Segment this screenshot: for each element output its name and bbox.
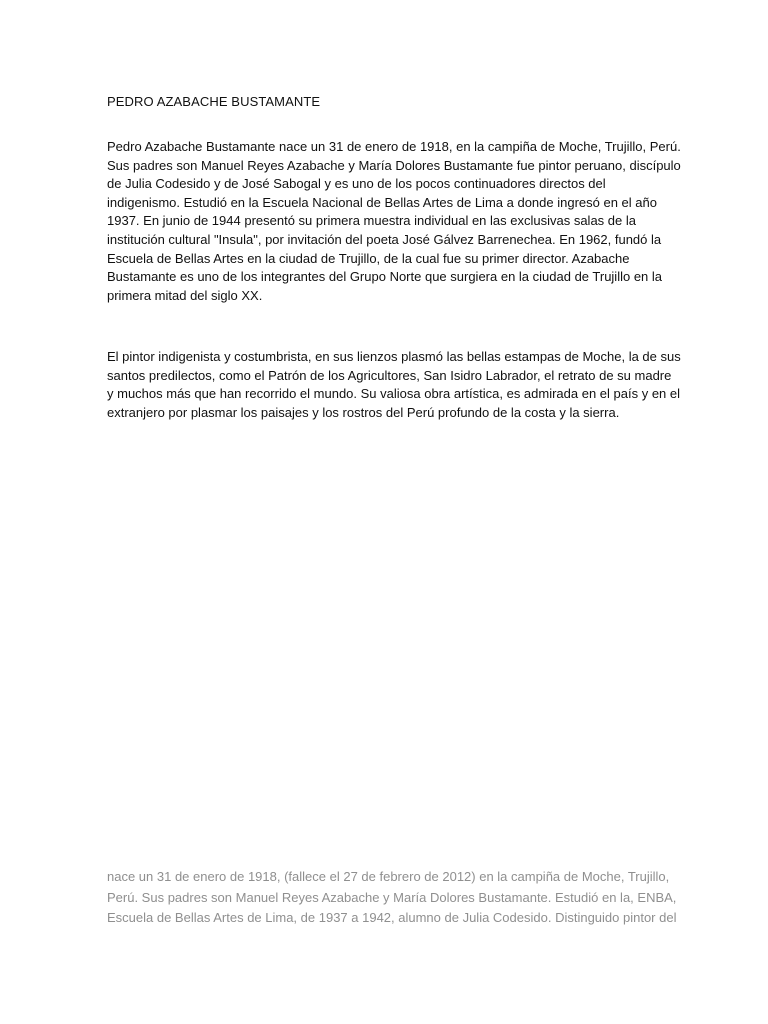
paragraph-artwork [107,348,681,422]
footer-line: Perú. Sus padres son Manuel Reyes Azabache y María Dolores Bustamante. Estudió en la, ENBA, [107,889,677,905]
footer-line: nace un 31 de enero de 1918, (fallece el 27 de febrero de 2012) en la campiña de Moche, Trujillo, [107,869,670,884]
paragraph-line: Escuela de Bellas Artes en la ciudad de Trujillo, de la cual fue su primer director. Azabache [107,250,630,266]
paragraph-line: Pedro Azabache Bustamante nace un 31 de enero de 1918, en la campiña de Moche, Trujillo, Perú. [107,139,681,154]
paragraph-line: institución cultural "Insula", por invitación del poeta José Gálvez Barrenechea. En 1962, fundó la [107,231,662,247]
paragraph-line: El pintor indigenista y costumbrista, en sus lienzos plasmó las bellas estampas de Moche, la de sus [107,349,681,364]
paragraph-line: de Julia Codesido y de José Sabogal y es uno de los pocos continuadores directos del [107,176,606,192]
paragraph-line: extranjero por plasmar los paisajes y los rostros del Perú profundo de la costa y la sierra. [107,404,620,420]
paragraph-line: indigenismo. Estudió en la Escuela Nacional de Bellas Artes de Lima a donde ingresó en el año [107,194,657,210]
paragraph-line: primera mitad del siglo XX. [107,287,263,303]
footer-line: Escuela de Bellas Artes de Lima, de 1937 a 1942, alumno de Julia Codesido. Distinguido pintor del [107,910,677,925]
paragraph-line: santos predilectos, como el Patrón de los Agricultores, San Isidro Labrador, el retrato de su madre [107,367,672,383]
paragraph-line: Bustamante es uno de los integrantes del Grupo Norte que surgiera en la ciudad de Trujillo en la [107,269,663,285]
document-title [107,93,667,112]
paragraph-biography [107,138,681,305]
paragraph-line: 1937. En junio de 1944 presentó su primera muestra individual en las exclusivas salas de la [107,213,636,229]
title-text: PEDRO AZABACHE BUSTAMANTE [107,94,321,109]
paragraph-line: Sus padres son Manuel Reyes Azabache y María Dolores Bustamante fue pintor peruano, discípulo [107,157,681,173]
footer-excerpt [107,867,677,929]
paragraph-line: y muchos más que han recorrido el mundo. Su valiosa obra artística, es admirada en el país y en el [107,386,681,402]
